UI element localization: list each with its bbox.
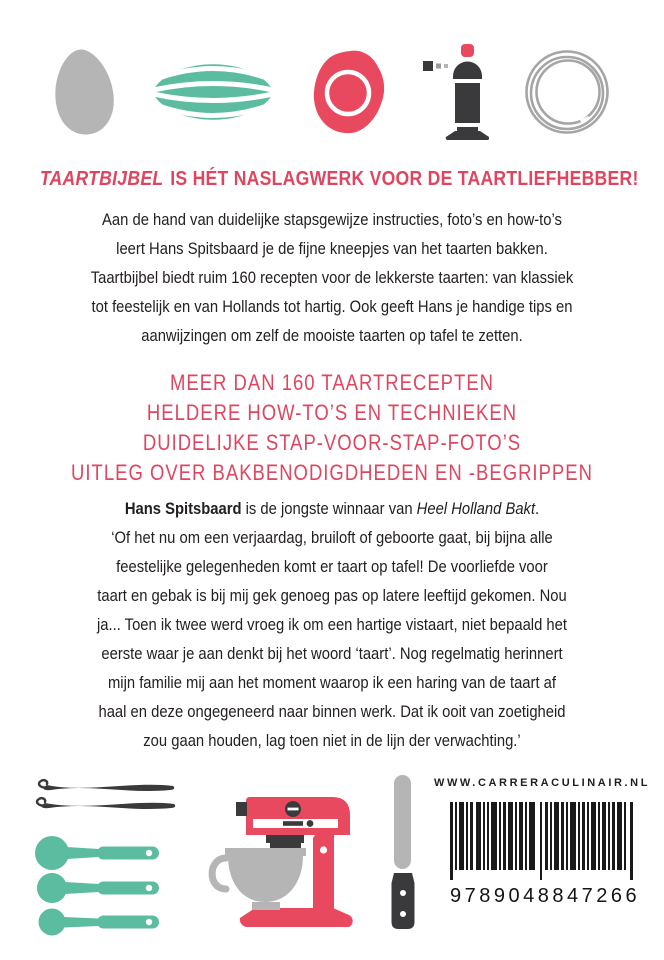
vanilla-pods-icon	[29, 777, 179, 824]
intro-line: aanwijzingen om zelf de mooiste taarten op tafel te zetten.	[141, 326, 523, 345]
bio-line: ja... Toen ik twee werd vroeg ik om een hartige vistaart, niet bepaald het	[97, 615, 567, 634]
feature-list	[53, 368, 611, 488]
stand-mixer-icon	[203, 769, 355, 932]
top-icons-row	[0, 0, 664, 140]
measuring-spoons-icon	[33, 836, 179, 943]
barcode	[450, 802, 634, 885]
intro-line: Aan de hand van duidelijke stapsgewijze instructies, foto’s en how-to’s	[102, 210, 562, 229]
tv-show-title: Heel Holland Bakt	[416, 499, 536, 518]
feature-item: MEER DAN 160 TAARTRECEPTEN	[169, 370, 495, 395]
wire-ring-icon	[523, 48, 611, 136]
feature-item: HELDERE HOW-TO’S EN TECHNIEKEN	[146, 400, 518, 425]
author-name: Hans Spitsbaard	[124, 499, 242, 518]
bio-lead-mid: is de jongste winnaar van	[241, 499, 417, 518]
egg-icon	[53, 46, 115, 138]
intro-line: tot feestelijk en van Hollands tot hartig. Ook geeft Hans je handige tips en	[91, 297, 573, 316]
intro-line: leert Hans Spitsbaard je de fijne kneepjes van het taarten bakken.	[116, 239, 548, 258]
utensil-icons	[29, 777, 179, 943]
bio-lead-end: .	[535, 499, 540, 518]
bio-line: feestelijke gelegenheden komt er taart op tafel! De voorliefde voor	[116, 557, 548, 576]
palette-knife-icon	[389, 773, 417, 936]
footer	[0, 769, 664, 943]
intro-paragraph	[43, 205, 621, 350]
blowtorch-icon	[423, 44, 489, 140]
isbn-prefix: 9	[450, 885, 465, 907]
melon-icon	[149, 47, 277, 137]
publisher-block	[433, 769, 651, 908]
intro-line: Taartbijbel biedt ruim 160 recepten voor de lekkerste taarten: van klassiek	[90, 268, 574, 287]
publisher-website: WWW.CARRERACULINAIR.NL	[433, 777, 651, 789]
isbn-group2: 847266	[552, 885, 641, 907]
feature-item: DUIDELIJKE STAP-VOOR-STAP-FOTO’S	[142, 430, 522, 455]
isbn-group1: 789048	[464, 885, 553, 907]
bio-line: taart en gebak is bij mij gek genoeg pas op latere leeftijd gekomen. Nou	[97, 586, 567, 605]
tagline	[39, 168, 639, 191]
bio-line: ‘Of het nu om een verjaardag, bruiloft of geboorte gaat, bij bijna alle	[111, 528, 553, 547]
bio-line: eerste waar je aan denkt bij het woord ‘taart’. Nog regelmatig herinnert	[101, 644, 563, 663]
bio-lead-line	[43, 494, 621, 523]
tagline-book-title: TAARTBIJBEL	[39, 168, 164, 190]
bio-line: haal en deze ongegeneerd naar binnen werk. Dat ik ooit van zoetigheid	[98, 702, 566, 721]
isbn-number	[450, 885, 641, 908]
bio-line: zou gaan houden, lag toen niet in de lijn der verwachting.’	[143, 731, 521, 750]
jam-dollop-icon	[311, 48, 389, 136]
bio-line: mijn familie mij aan het moment waarop ik een haring van de taart af	[107, 673, 557, 692]
feature-item: UITLEG OVER BAKBENODIGDHEDEN EN -BEGRIPPEN	[71, 460, 593, 485]
bio-paragraph	[43, 494, 621, 755]
tagline-rest: IS HÉT NASLAGWERK VOOR DE TAARTLIEFHEBBER!	[165, 168, 639, 190]
